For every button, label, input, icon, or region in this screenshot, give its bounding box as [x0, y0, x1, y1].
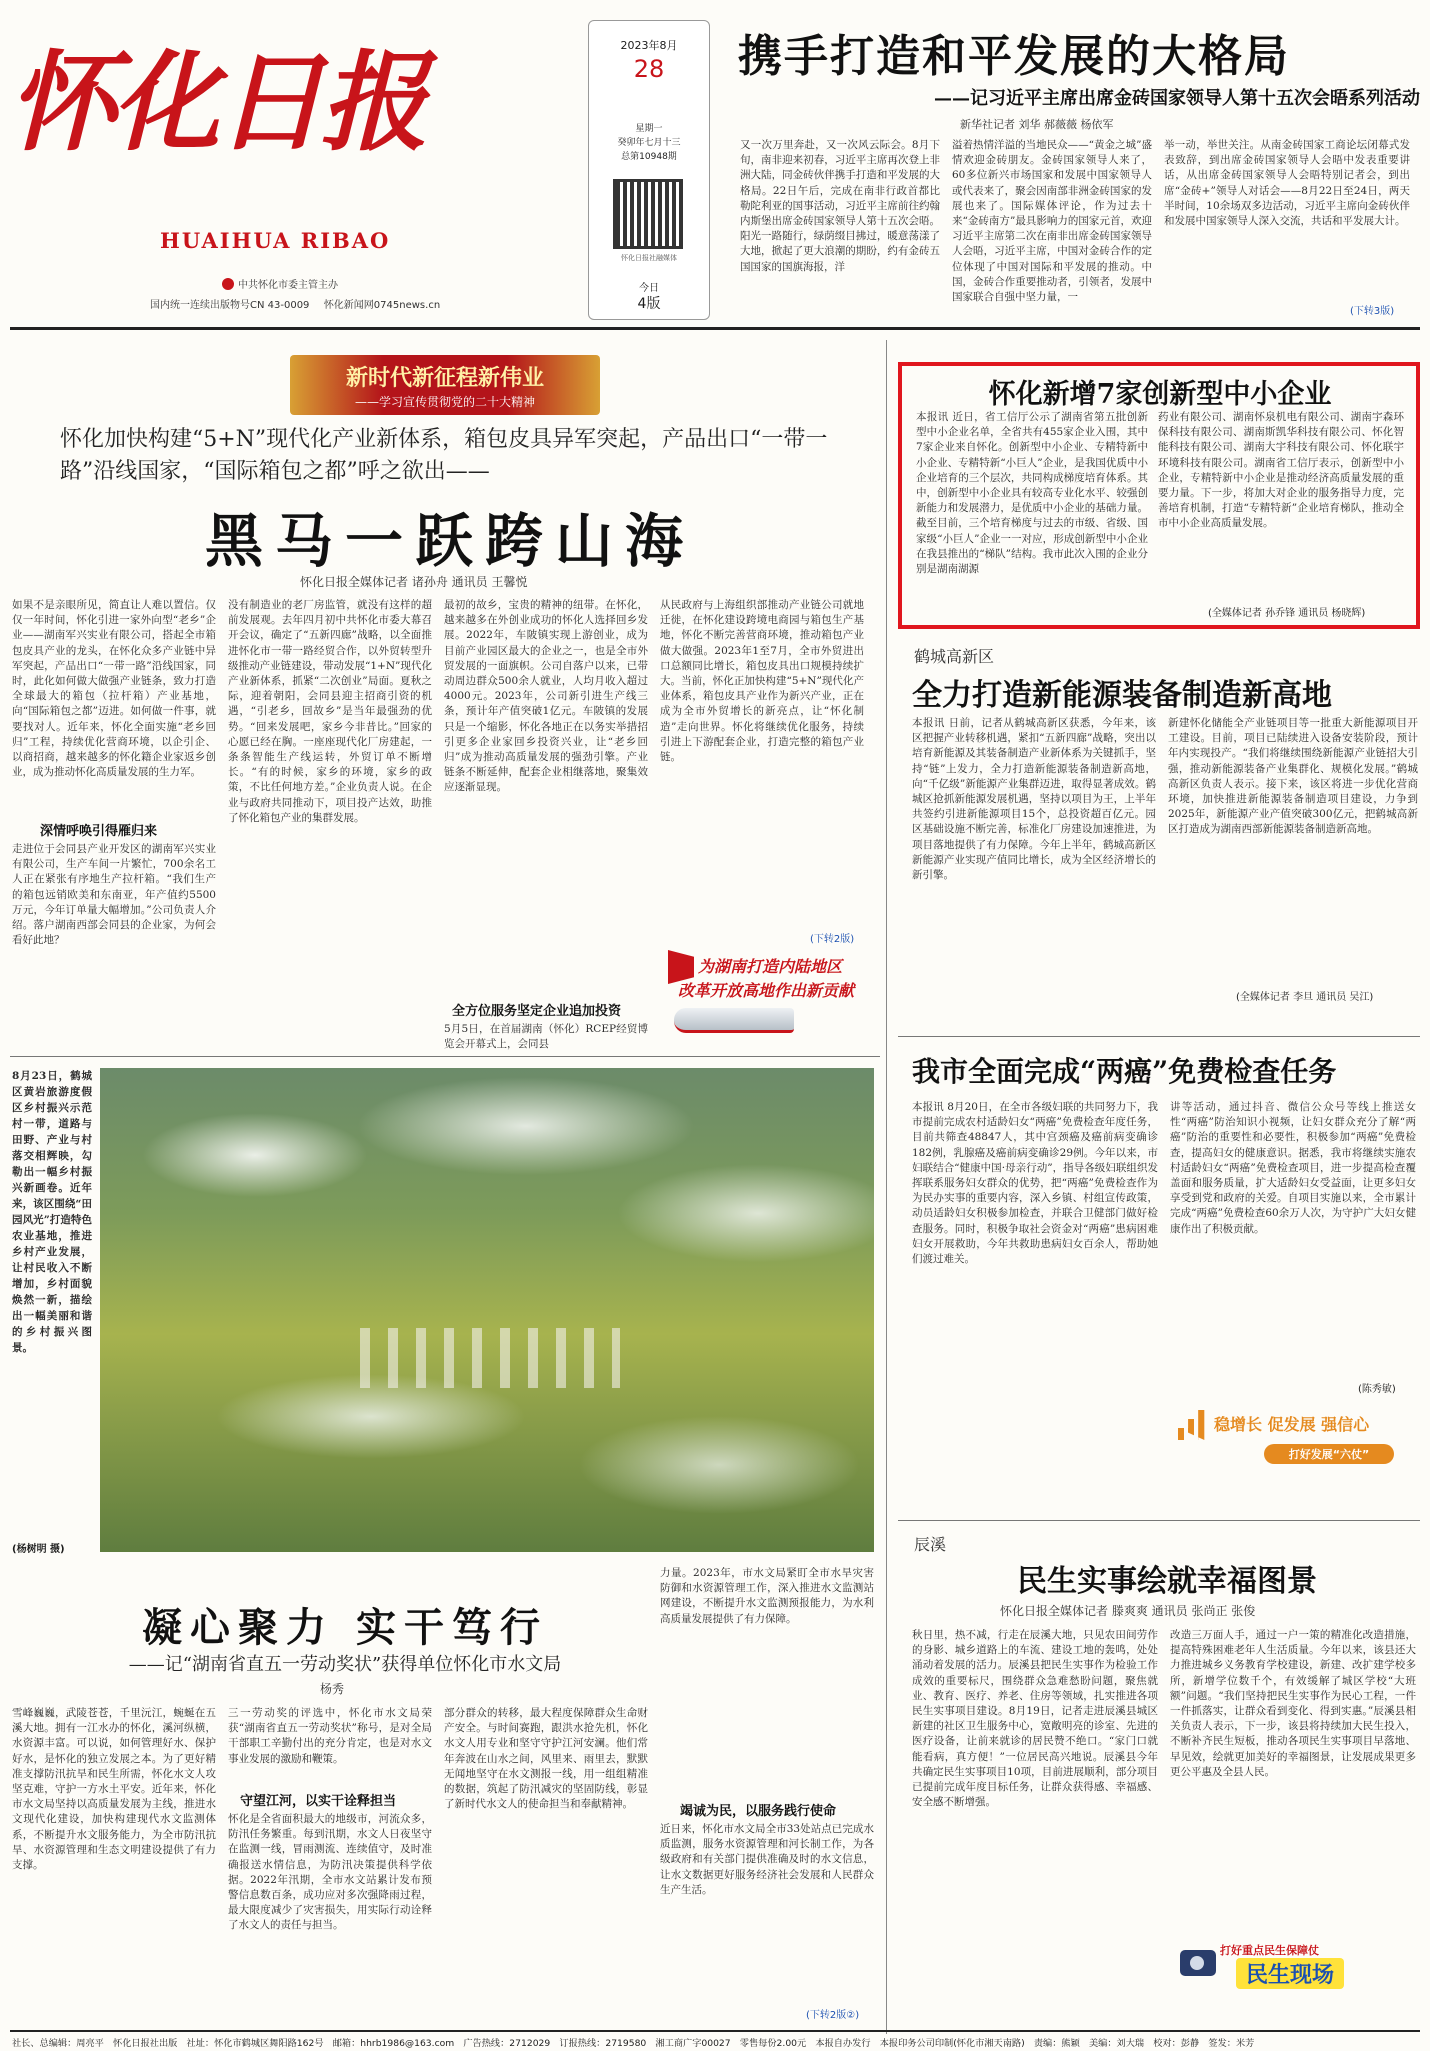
footer-info: 社长、总编辑：周亮平 怀化日报社出版 社址：怀化市鹤城区舞阳路162号 邮箱：hhrb1986@163.com 广告热线：2712029 订报热线：2719580 湘工商广字00027 零售每份2.00元 本报自办发行 本报印务公司印制(怀化市湘天南路) 责编：熊颖 美编：刘大瑞 校对：彭静 签发：米芳	[12, 2038, 1255, 2049]
screening-rule	[898, 1520, 1420, 1521]
feature-title: 黑马一跃跨山海	[204, 507, 695, 575]
issue-weekday: 星期一	[635, 124, 663, 134]
column-divider-main	[886, 340, 887, 2034]
feature-col-2: 没有制造业的老厂房监管，就没有这样的超前发展观。去年四月初中共怀化市委大幕召开会议，确定了“五新四廊”战略，以全面推进怀化市一带一路经贸合作，以外贸转型升级推动产业链建设，带动发展“1+N”现代化产业新体系，抓紧“二次创业”局面。夏秋之际，迎着朝阳，会同县迎主招商引资的机遇，“引老乡，回故乡”是当年最强劲的优势。“回来发展吧，家乡今非昔比。”回家的心愿已经在胸。一座座现代化厂房建起，一条条智能生产线运转，外贸订单不断增长。“有的时候，家乡的环境，家乡的政策，不比任何地方差。”企业负责人说。在企业与政府共同推动下，项目投产达效，助推了怀化箱包产业的集群发展。	[228, 599, 432, 824]
camera-lens	[1190, 1956, 1204, 1970]
feature-continued[interactable]: (下转2版)	[810, 934, 855, 945]
qr-code[interactable]	[613, 179, 683, 249]
lead-col-3: 举一动，举世关注。从南金砖国家工商论坛闭幕式发表致辞，到出席金砖国家领导人会晤中发表重要讲话，从出席金砖国家领导人会晤特别记者会，到出席“金砖+”领导人对话会——8月22日至24日，两天半时间，10余场双多边活动，习近平主席向金砖伙伴和发展中国家领导人深入交流，共话和平发展大计。	[1164, 139, 1410, 228]
cn-number: 国内统一连续出版物号CN 43-0009	[150, 300, 310, 311]
issue-day: 28	[633, 55, 665, 83]
screening-credit: (陈秀敏)	[1358, 1384, 1396, 1395]
lead-col-2: 溢着热情洋溢的当地民众——“黄金之城”盛情欢迎金砖朋友。金砖国家领导人来了，60多位新兴市场国家和发展中国家领导人或代表来了，聚会因南部非洲金砖国家的发展也来了。国际媒体评论，作为过去十来“金砖南方”最具影响力的国家元首，欢迎习近平主席第二次在南非出席金砖国家领导人会晤，习近平主席，中国对金砖合作的定位体现了中国对国际和平发展的推动。中国，金砖合作重要推动者，引领者，发展中国家联合自强中坚力量，一	[952, 139, 1152, 304]
livelihood-tag-line-2: 民生现场	[1236, 1958, 1344, 1989]
page-count: 4版	[637, 296, 661, 312]
livelihood-tag-line-1: 打好重点民生保障仗	[1220, 1944, 1319, 1957]
livelihood-tag	[1176, 1940, 1420, 1998]
water-subtitle: ——记“湖南省直五一劳动奖状”获得单位怀化市水文局	[128, 1654, 562, 1675]
feature-col-4: 从民政府与上海组织部推动产业链公司就地迁徙，在怀化建设跨境电商园与箱包生产基地，怀化不断完善营商环境，推动箱包产业做大做强。2023年1至7月，全市外贸进出口总额同比增长，箱包皮具出口规模持续扩大。当前，怀化正加快构建“5+N”现代化产业体系，箱包皮具产业作为新兴产业，正在成为全市外贸增长的新亮点，让“怀化制造”走向世界。怀化将继续优化服务，持续引进上下游配套企业，打造完整的箱包产业链。	[660, 599, 864, 764]
issue-lunar: 癸卯年七月十三	[617, 138, 681, 148]
screening-title: 我市全面完成“两癌”免费检查任务	[912, 1055, 1337, 1088]
water-subhead-2: 竭诚为民，以服务践行使命	[680, 1804, 837, 1819]
feature-byline: 怀化日报全媒体记者 诸孙舟 通讯员 王馨悦	[300, 575, 528, 589]
livelihood-title: 民生实事绘就幸福图景	[1017, 1564, 1317, 1599]
masthead-registration	[150, 296, 440, 311]
lead-title: 携手打造和平发展的大格局	[738, 31, 1290, 82]
feature-kicker: 怀化加快构建“5+N”现代化产业新体系，箱包皮具异军突起，产品出口“一带一路”沿线国家，“国际箱包之都”呼之欲出——	[60, 427, 828, 484]
issue-box	[588, 20, 710, 320]
feature-rule	[10, 1056, 880, 1057]
feature-col-1: 如果不是亲眼所见，简直让人难以置信。仅仅一年时间，怀化引进一家外向型“老乡”企业——湖南军兴实业有限公司，搭起全市箱包皮具产业的龙头，在怀化众多产业链中异军突起，产品出口“一带一路”沿线国家，同时，此化如何做大做强产业链条，致力打造全球最大的箱包（拉杆箱）产业基地，向“国际箱包之都”迈进。如何做一件事，就要找对人。近年来，怀化全面实施“老乡回归”工程，持续优化营商环境，以企引企、以商招商，越来越多的怀化籍企业家返乡创业，成为推动怀化高质量发展的生力军。	[12, 599, 216, 779]
issue-serial: 总第10948期	[621, 152, 677, 162]
village-houses	[360, 1328, 620, 1388]
screening-col-2: 讲等活动，通过抖音、微信公众号等线上推送女性“两癌”防治知识小视频，让妇女群众充分了解“两癌”防治的重要性和必要性，积极参加“两癌”免费检查，提高妇女的健康意识。据悉，我市将继续实施农村适龄妇女“两癌”免费检查项目，进一步提高检查覆盖面和服务质量，扩大适龄妇女受益面，让更多妇女享受到党和政府的关爱。自项目实施以来，全市累计完成“两癌”免费检查60余万人次，为守护广大妇女健康作出了积极贡献。	[1170, 1101, 1416, 1235]
masthead-sponsor	[222, 276, 338, 291]
theme-banner	[290, 355, 600, 415]
masthead-title: 怀化日报	[8, 40, 425, 166]
party-emblem-icon	[222, 278, 234, 290]
feature-subhead-2: 全方位服务坚定企业追加投资	[452, 1004, 622, 1019]
water-continued[interactable]: (下转2版②)	[806, 2010, 860, 2021]
feature-col-3: 最初的故乡，宝贵的精神的纽带。在怀化，越来越多在外创业成功的怀化人选择回乡发展。2022年，车陂镇实现上游创业，成为目前产业园区最大的企业之一，也是全市外贸发展的一面旗帜。公司自落户以来，已带动周边群众500余人就业，人均月收入超过4000元。2023年，公司新引进生产线三条，预计年产值突破1亿元。车陂镇的发展只是一个缩影，怀化各地正在以务实举措招引更多企业家回乡投资兴业，让“老乡回归”成为推动高质量发展的强劲引擎。产业链条不断延伸，配套企业相继落地，聚集效应逐渐显现。	[444, 599, 648, 794]
issue-date: 2023年8月	[620, 39, 678, 52]
growth-tag	[1174, 1404, 1418, 1480]
banner-title: 新时代新征程新伟业	[345, 365, 544, 391]
lead-subtitle: ——记习近平主席出席金砖国家领导人第十五次会晤系列活动	[934, 88, 1420, 109]
promo-line-2: 改革开放高地作出新贡献	[678, 981, 855, 1000]
enterprise-credit: (全媒体记者 孙乔锋 通讯员 杨晓辉)	[1208, 608, 1366, 619]
bar-chart-icon	[1178, 1410, 1206, 1440]
energy-col-1: 本报讯 日前，记者从鹤城高新区获悉，今年来，该区把握产业转移机遇，紧扣“五新四廊”战略，突出以培育新能源及其装备制造产业新体系为关键抓手，坚持“链”上发力，全力打造新能源装备制造新高地，向“千亿级”新能源产业集群迈进，取得显著成效。鹤城区抢抓新能源发展机遇，坚持以项目为王，上半年共签约引进新能源项目15个，总投资超百亿元。园区基础设施不断完善，标准化厂房建设加速推进，为项目落地提供了有力保障。今年上半年，鹤城高新区新能源产业实现产值同比增长，成为全区经济增长的新引擎。	[912, 717, 1156, 882]
photo-caption: 8月23日，鹤城区黄岩旅游度假区乡村振兴示范村一带，道路与田野、产业与村落交相辉映，勾勒出一幅乡村振兴新画卷。近年来，该区围绕“田园风光”打造特色农业基地，推进乡村产业发展，让村民收入不断增加，乡村面貌焕然一新，描绘出一幅美丽和谐的乡村振兴图景。	[12, 1070, 92, 1354]
enterprise-title: 怀化新增7家创新型中小企业	[988, 379, 1332, 410]
energy-credit: (全媒体记者 李旦 通讯员 吴江)	[1236, 992, 1374, 1003]
water-col-2: 三一劳动奖的评选中，怀化市水文局荣获“湖南省直五一劳动奖状”称号，是对全局干部职工辛勤付出的充分肯定，也是对水文事业发展的激励和鞭策。	[228, 1707, 432, 1765]
feature-col-3b: 5月5日，在首届湖南（怀化）RCEP经贸博览会开幕式上，会同县	[444, 1023, 648, 1051]
feature-subhead-1: 深情呼唤引得雁归来	[40, 824, 158, 839]
promo-block	[664, 948, 874, 1038]
enterprise-col-2: 药业有限公司、湖南怀泉机电有限公司、湖南宇森环保科技有限公司、湖南斯凯华科技有限公司、怀化智能科技有限公司、湖南大宇科技有限公司、怀化联宇环境科技有限公司。湖南省工信厅表示，创新型中小企业，专精特新中小企业是推动经济高质量发展的重要力量。下一步，将加大对企业的服务指导力度，完善培育机制，打造“专精特新”企业培育梯队，推动全市中小企业高质量发展。	[1158, 411, 1404, 530]
promo-line-1: 为湖南打造内陆地区	[698, 957, 843, 976]
water-col-4b: 近日来，怀化市水文局全市33处站点已完成水质监测，服务水资源管理和河长制工作，为各级政府和有关部门提供准确及时的水文信息，让水文数据更好服务经济社会发展和人民群众生产生活。	[660, 1823, 874, 1896]
growth-tag-line-1: 稳增长 促发展 强信心	[1214, 1415, 1370, 1434]
livelihood-kicker: 辰溪	[914, 1535, 947, 1554]
footer-rule	[10, 2030, 1420, 2032]
water-col-3: 部分群众的转移，最大程度保障群众生命财产安全。与时间赛跑，跟洪水抢先机，怀化水文人用专业和坚守守护江河安澜。他们常年奔波在山水之间，风里来、雨里去，默默无闻地坚守在水文测报一线，用一组组精准的数据，筑起了防汛减灾的坚固防线，彰显了新时代水文人的使命担当和奉献精神。	[444, 1707, 648, 1811]
landscape-photo	[100, 1068, 874, 1552]
livelihood-byline: 怀化日报全媒体记者 滕爽爽 通讯员 张尚正 张俊	[1000, 1604, 1256, 1618]
feature-col-1b: 走进位于会同县产业开发区的湖南军兴实业有限公司，生产车间一片繁忙，700余名工人正在紧张有序地生产拉杆箱。“我们生产的箱包远销欧美和东南亚，年产值约5500万元，今年订单量大幅增加。”公司负责人介绍。落户湖南西部会同县的企业家，为何会看好此地？	[12, 843, 216, 947]
energy-rule	[898, 1036, 1420, 1037]
banner-subtitle: ——学习宣传贯彻党的二十大精神	[354, 395, 535, 409]
masthead-rule	[10, 327, 1420, 330]
lead-continued[interactable]: (下转3版)	[1350, 306, 1395, 317]
water-col-1: 雪峰巍巍，武陵苍苍，千里沅江，蜿蜒在五溪大地。拥有一江水办的怀化，溪河纵横，水资源丰富。可以说，如何管理好水、保护好水，是怀化的独立发展之本。为了更好精准支撑防汛抗旱和民生所需，怀化水文人攻坚克难，守护一方水土平安。近年来，怀化市水文局坚持以高质量发展为主线，推进水文现代化建设，加快构建现代水文监测体系，不断提升水文服务能力，为全市防汛抗旱、水资源管理和生态文明建设提供了有力支撑。	[12, 1707, 216, 1872]
growth-tag-line-2: 打好发展“六仗”	[1264, 1444, 1394, 1464]
lead-col-1: 又一次万里奔赴，又一次风云际会。8月下旬，南非迎来初春，习近平主席再次登上非洲大陆，同金砖伙伴携手打造和平发展的大格局。22日午后，完成在南非行政首都比勒陀利亚的国事活动，习近平主席前往约翰内斯堡出席金砖国家领导人第十五次会晤。阳光一路随行，绿荫缀目拂过，暖意荡漾了大地，掀起了更大浪潮的期盼，约有金砖五国国家的国旗海报，洋	[740, 139, 940, 273]
website-link[interactable]: 怀化新闻网0745news.cn	[323, 300, 441, 311]
sponsor-text: 中共怀化市委主管主办	[238, 280, 338, 291]
lead-byline: 新华社记者 刘华 郝薇薇 杨依军	[960, 118, 1114, 131]
masthead-pinyin: HUAIHUA RIBAO	[160, 228, 391, 253]
qr-caption: 怀化日报社融媒体	[621, 254, 677, 262]
energy-col-2: 新建怀化储能全产业链项目等一批重大新能源项目开工建设。目前，项目已陆续进入设备安装阶段，预计年内实现投产。“我们将继续围绕新能源产业链招大引强，推动新能源装备产业集群化、规模化发展。”鹤城高新区负责人表示。接下来，该区将进一步优化营商环境，加快推进新能源装备制造项目建设，力争到2025年，新能源产业产值突破300亿元，把鹤城高新区打造成为湖南西部新能源装备制造新高地。	[1168, 717, 1418, 836]
livelihood-col-2: 改造三万面人手，通过一户一策的精准化改造措施，提高特殊困难老年人生活质量。今年以来，该县还大力推进城乡义务教育学校建设，新建、改扩建学校多所，新增学位数千个，有效缓解了城区学校“大班额”问题。“我们坚持把民生实事作为民心工程，一件一件抓落实，让群众看到变化、得到实惠。”辰溪县相关负责人表示，下一步，该县将持续加大民生投入，不断补齐民生短板，推动各项民生实事项目早落地、早见效，绘就更加美好的幸福图景，让发展成果更多更公平惠及全县人民。	[1170, 1629, 1416, 1778]
train-icon	[674, 1008, 794, 1033]
energy-title: 全力打造新能源装备制造新高地	[912, 678, 1332, 713]
enterprise-col-1: 本报讯 近日，省工信厅公示了湖南省第五批创新型中小企业名单，全省共有455家企业入围，其中7家企业来自怀化。创新型中小企业、专精特新中小企业、专精特新“小巨人”企业，是我国优质中小企业培育的三个层次，共同构成梯度培育体系。其中，创新型中小企业具有较高专业化水平、较强创新能力和发展潜力，是优质中小企业的基础力量。截至目前，三个培育梯度与过去的市级、省级、国家级“小巨人”企业一一对应，形成创新型中小企业在我县推出的“梯队”结构。我市此次入围的企业分别是湖南湖源	[916, 411, 1148, 576]
water-byline: 杨秀	[320, 1682, 345, 1696]
today-label: 今日	[639, 283, 659, 294]
energy-kicker: 鹤城高新区	[914, 647, 995, 666]
screening-col-1: 本报讯 8月20日，在全市各级妇联的共同努力下，我市提前完成农村适龄妇女“两癌”免费检查年度任务，目前共筛查48847人，其中宫颈癌及癌前病变确诊182例，乳腺癌及癌前病变确诊29例。今年以来，市妇联结合“健康中国·母亲行动”，指导各级妇联组织发挥联系服务妇女群众的优势，把“两癌”免费检查作为为民办实事的重要内容，深入乡镇、村组宣传政策，动员适龄妇女积极参加检查，并联合卫健部门做好检查服务。同时，积极争取社会资金对“两癌”患病困难妇女开展救助，今年共救助患病妇女百余人，帮助她们渡过难关。	[912, 1101, 1158, 1266]
livelihood-col-1: 秋日里，热不减，行走在辰溪大地，只见农田间劳作的身影、城乡道路上的车流、建设工地的轰鸣，处处涌动着发展的活力。辰溪县把民生实事作为检验工作成效的重要标尺，围绕群众急难愁盼问题，聚焦就业、教育、医疗、养老、住房等领域，扎实推进各项民生实事项目建设。8月19日，记者走进辰溪县城区新建的社区卫生服务中心，宽敞明亮的诊室、先进的医疗设备，让前来就诊的居民赞不绝口。“家门口就能看病，真方便！”一位居民高兴地说。辰溪县今年共确定民生实事项目10项，目前进展顺利，部分项目已提前完成年度目标任务，让群众获得感、幸福感、安全感不断增强。	[912, 1629, 1158, 1809]
photo-credit: (杨树明 摄)	[12, 1544, 65, 1555]
water-title: 凝心聚力 实干笃行	[142, 1604, 548, 1651]
water-subhead-1: 守望江河，以实干诠释担当	[240, 1794, 397, 1809]
water-col-4: 力量。2023年，市水文局紧盯全市水旱灾害防御和水资源管理工作，深入推进水文监测站网建设，不断提升水文监测预报能力，为水利高质量发展提供了有力保障。	[660, 1567, 874, 1625]
water-col-2b: 怀化是全省面积最大的地级市，河流众多，防汛任务繁重。每到汛期，水文人日夜坚守在监测一线，冒雨测流、连续值守，及时准确报送水情信息，为防汛决策提供科学依据。2022年汛期，全市水文站累计发布预警信息数百条，成功应对多次强降雨过程，最大限度减少了灾害损失，用实际行动诠释了水文人的责任与担当。	[228, 1813, 432, 1932]
